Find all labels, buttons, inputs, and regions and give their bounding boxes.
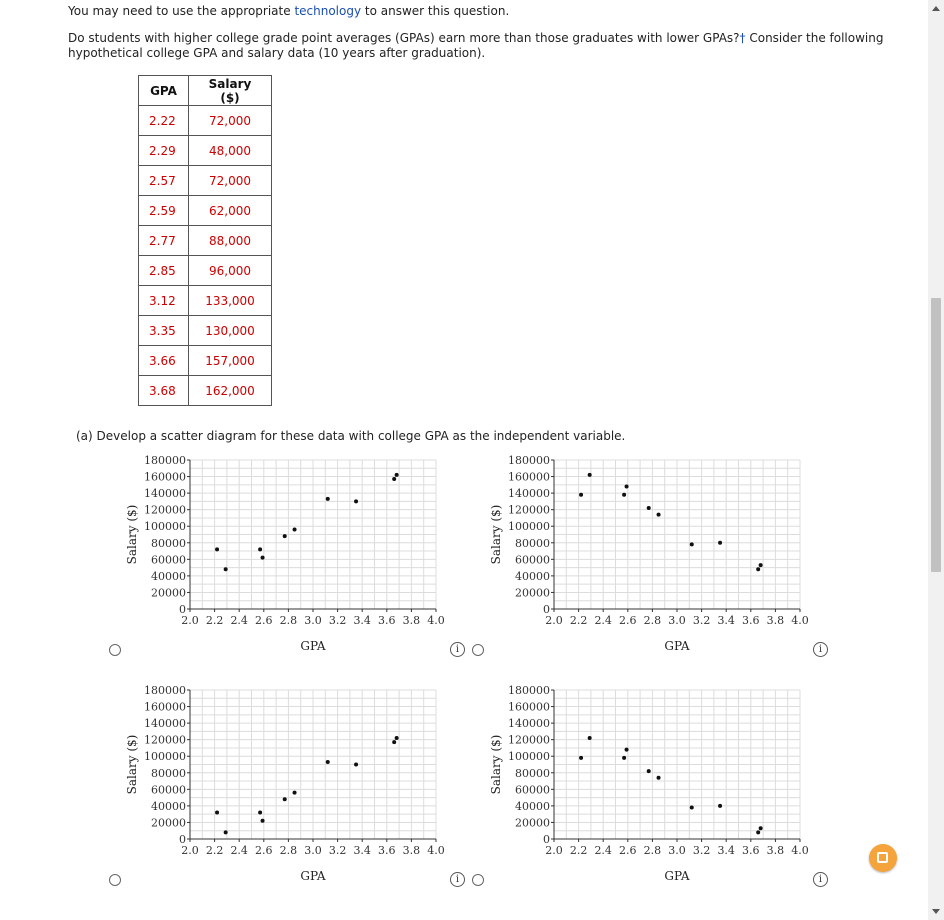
y-tick-label: 100000 [144,520,186,534]
x-tick-label: 4.0 [427,844,445,857]
y-tick-label: 140000 [144,487,186,501]
data-point [283,797,287,801]
vertical-scrollbar[interactable] [928,0,944,920]
scatter-option-4 [484,678,824,888]
data-point [283,534,287,538]
x-tick-label: 2.0 [545,844,563,857]
y-axis-title: Salary ($) [489,734,503,795]
x-tick-label: 2.4 [594,844,612,857]
grid [190,690,436,839]
y-tick-label: 160000 [144,470,186,484]
y-tick-label: 180000 [144,454,186,467]
scatter-option-2 [484,448,824,658]
y-tick-label: 140000 [144,717,186,731]
data-point [756,567,760,571]
y-tick-label: 0 [179,833,186,846]
table-row [139,376,272,406]
data-point [588,473,592,477]
x-tick-label: 2.8 [643,844,662,857]
y-axis-title: Salary ($) [125,504,139,565]
x-tick-label: 3.4 [717,614,735,627]
y-tick-label: 80000 [151,536,186,550]
y-tick-label: 100000 [508,750,550,764]
y-tick-label: 40000 [515,569,550,583]
question-body: Do students with higher college grade point averages (GPAs) earn more than those graduates with lower GPAs? [68,31,740,45]
data-point [395,473,399,477]
x-tick-label: 3.0 [668,844,686,857]
x-tick-label: 3.4 [353,844,371,857]
x-tick-label: 3.8 [402,614,421,627]
gpa-cell: 2.22 [139,106,189,136]
x-tick-label: 3.0 [668,614,686,627]
data-point [625,484,629,488]
x-tick-label: 2.2 [205,844,224,857]
x-tick-label: 2.4 [594,614,612,627]
table-row [139,286,272,316]
gpa-cell: 2.77 [139,226,189,256]
x-tick-label: 2.4 [230,844,248,857]
y-tick-label: 80000 [515,766,550,780]
y-tick-label: 0 [543,603,550,616]
table-row [139,316,272,346]
intro-text [68,4,509,18]
y-tick-label: 20000 [151,586,186,600]
salary-cell: 96,000 [189,256,272,286]
data-point [647,506,651,510]
x-tick-label: 2.2 [569,844,588,857]
data-point [690,806,694,810]
x-tick-label: 2.8 [279,614,298,627]
scatter-svg-3 [120,678,460,888]
gpa-cell: 2.29 [139,136,189,166]
table-row [139,256,272,286]
x-axis-title: GPA [664,869,690,883]
salary-cell: 130,000 [189,316,272,346]
y-tick-label: 180000 [144,684,186,697]
scroll-up-icon[interactable] [932,6,940,11]
x-tick-label: 2.6 [255,614,273,627]
table-row [139,346,272,376]
x-tick-label: 2.6 [255,844,273,857]
helper-icon[interactable] [869,844,897,872]
scatter-svg-1 [120,448,460,658]
data-point [258,811,262,815]
x-tick-label: 3.8 [766,614,785,627]
x-tick-label: 3.4 [353,614,371,627]
gpa-salary-table [138,75,272,406]
salary-cell: 72,000 [189,166,272,196]
data-point [326,497,330,501]
data-point [392,740,396,744]
x-tick-label: 2.8 [643,614,662,627]
data-point [395,736,399,740]
option-2-radio[interactable] [472,644,484,656]
data-point [759,826,763,830]
data-point [579,756,583,760]
data-point [622,493,626,497]
x-axis-title: GPA [300,639,326,653]
y-tick-label: 40000 [151,799,186,813]
scroll-thumb[interactable] [931,298,941,572]
grid [190,460,436,609]
intro-suffix: to answer this question. [361,4,510,18]
y-tick-label: 140000 [508,487,550,501]
data-point [588,736,592,740]
info-icon[interactable]: i [450,872,465,887]
x-tick-label: 2.6 [619,844,637,857]
data-point [759,563,763,567]
salary-cell: 133,000 [189,286,272,316]
x-tick-label: 3.2 [692,614,711,627]
data-point [625,748,629,752]
option-4-radio[interactable] [472,874,484,886]
data-point [718,541,722,545]
technology-link[interactable]: technology [294,4,362,18]
info-icon[interactable]: i [813,872,828,887]
gpa-cell: 2.59 [139,196,189,226]
y-tick-label: 0 [179,603,186,616]
grid [554,460,800,609]
question-text [68,31,888,61]
x-tick-label: 3.6 [742,614,760,627]
data-point [657,513,661,517]
gpa-cell: 3.35 [139,316,189,346]
y-tick-label: 20000 [151,816,186,830]
data-point [690,542,694,546]
x-tick-label: 4.0 [791,844,809,857]
gpa-cell: 3.66 [139,346,189,376]
data-point [756,830,760,834]
y-tick-label: 100000 [144,750,186,764]
table-header-gpa: GPA [139,76,189,106]
data-point [326,760,330,764]
scatter-svg-4 [484,678,824,888]
x-axis-title: GPA [300,869,326,883]
x-tick-label: 2.8 [279,844,298,857]
data-point [647,769,651,773]
x-tick-label: 2.6 [619,614,637,627]
x-tick-label: 2.0 [181,614,199,627]
table-row [139,166,272,196]
table-row [139,226,272,256]
y-tick-label: 180000 [508,684,550,697]
salary-cell: 72,000 [189,106,272,136]
y-tick-label: 140000 [508,717,550,731]
data-point [261,556,265,560]
info-icon[interactable]: i [450,642,465,657]
data-point [293,528,297,532]
scatter-svg-2 [484,448,824,658]
data-point [392,477,396,481]
x-tick-label: 3.8 [402,844,421,857]
y-tick-label: 80000 [151,766,186,780]
y-tick-label: 180000 [508,454,550,467]
y-tick-label: 20000 [515,586,550,600]
x-tick-label: 3.0 [304,614,322,627]
y-tick-label: 0 [543,833,550,846]
gpa-cell: 3.68 [139,376,189,406]
data-point [224,567,228,571]
salary-cell: 157,000 [189,346,272,376]
y-axis-title: Salary ($) [125,734,139,795]
y-tick-label: 120000 [144,733,186,747]
info-icon[interactable]: i [813,642,828,657]
table-row [139,136,272,166]
table-row [139,196,272,226]
intro-prefix: You may need to use the appropriate [68,4,295,18]
x-tick-label: 2.2 [205,614,224,627]
x-tick-label: 3.6 [742,844,760,857]
table-row [139,106,272,136]
y-tick-label: 100000 [508,520,550,534]
data-point [224,830,228,834]
y-tick-label: 120000 [508,503,550,517]
data-point [622,756,626,760]
scroll-down-icon[interactable] [932,909,940,914]
data-point [258,547,262,551]
x-tick-label: 3.0 [304,844,322,857]
x-tick-label: 2.2 [569,614,588,627]
x-tick-label: 2.0 [181,844,199,857]
scatter-option-1 [120,448,460,658]
data-point [657,776,661,780]
y-tick-label: 120000 [508,733,550,747]
footnote-dagger[interactable]: † [739,31,746,45]
question-body-2: Consider the following hypothetical college GPA and salary data (10 years after graduation). [68,31,884,60]
salary-cell: 88,000 [189,226,272,256]
scatter-option-3 [120,678,460,888]
x-tick-label: 3.6 [378,614,396,627]
y-tick-label: 40000 [515,799,550,813]
data-point [354,763,358,767]
data-point [215,811,219,815]
x-tick-label: 3.2 [328,844,347,857]
x-tick-label: 3.2 [692,844,711,857]
y-tick-label: 120000 [144,503,186,517]
y-axis-title: Salary ($) [489,504,503,565]
y-tick-label: 160000 [144,700,186,714]
y-tick-label: 20000 [515,816,550,830]
x-tick-label: 3.6 [378,844,396,857]
salary-cell: 48,000 [189,136,272,166]
data-point [215,547,219,551]
x-tick-label: 3.4 [717,844,735,857]
x-tick-label: 4.0 [791,614,809,627]
gpa-cell: 2.57 [139,166,189,196]
x-tick-label: 2.4 [230,614,248,627]
data-point [293,791,297,795]
salary-cell: 62,000 [189,196,272,226]
y-tick-label: 60000 [151,783,186,797]
y-tick-label: 60000 [151,553,186,567]
part-a-prompt: (a) Develop a scatter diagram for these data with college GPA as the independent variable. [76,429,626,443]
y-tick-label: 60000 [515,553,550,567]
x-tick-label: 2.0 [545,614,563,627]
gpa-cell: 2.85 [139,256,189,286]
grid [554,690,800,839]
table-header-salary: Salary ($) [189,76,272,106]
data-point [354,499,358,503]
helper-icon-glyph [877,852,888,863]
data-point [579,493,583,497]
gpa-cell: 3.12 [139,286,189,316]
data-point [261,819,265,823]
y-tick-label: 60000 [515,783,550,797]
y-tick-label: 40000 [151,569,186,583]
y-tick-label: 160000 [508,470,550,484]
y-tick-label: 160000 [508,700,550,714]
x-axis-title: GPA [664,639,690,653]
x-tick-label: 3.8 [766,844,785,857]
x-tick-label: 3.2 [328,614,347,627]
salary-cell: 162,000 [189,376,272,406]
y-tick-label: 80000 [515,536,550,550]
x-tick-label: 4.0 [427,614,445,627]
data-point [718,804,722,808]
